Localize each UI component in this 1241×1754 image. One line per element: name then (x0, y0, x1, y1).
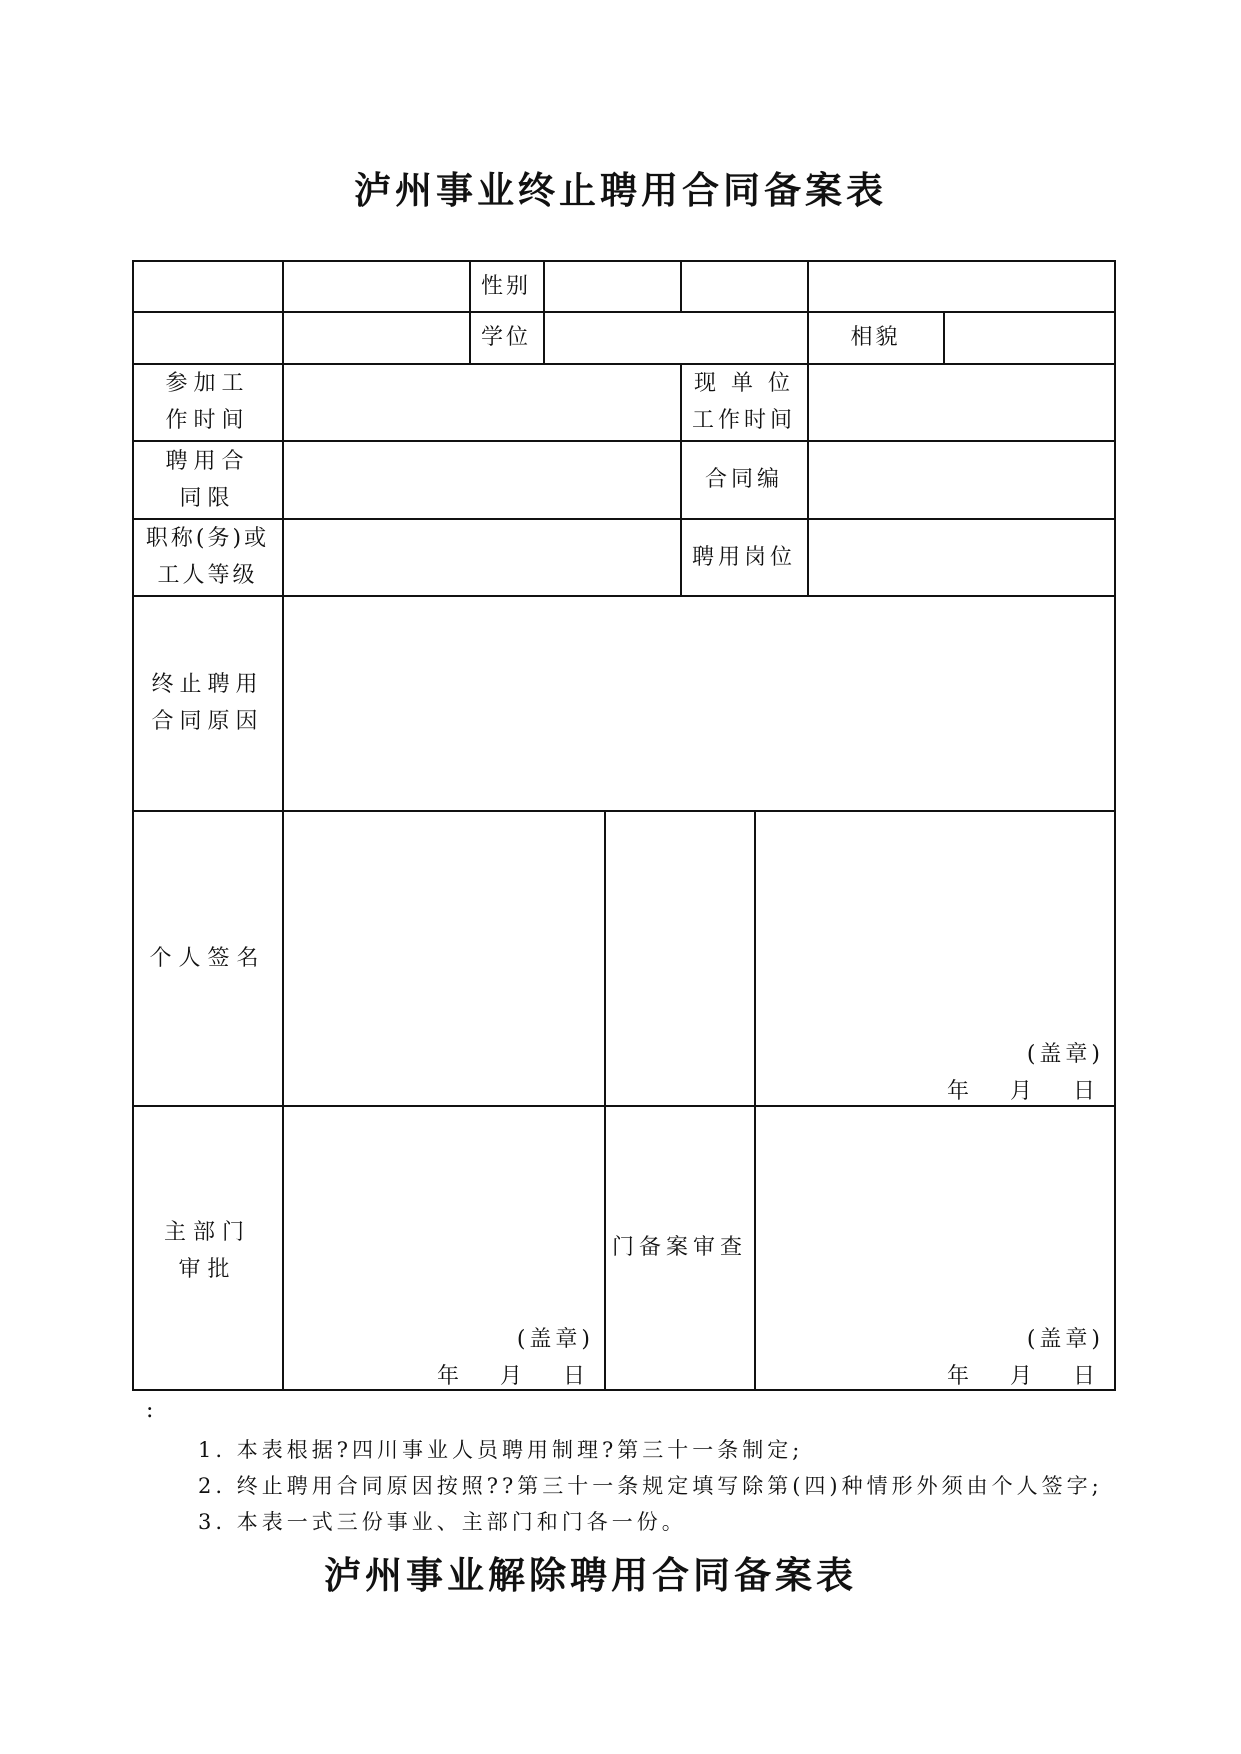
stamp-text: (盖章) (516, 1327, 594, 1352)
contract-term-label: 聘用合 同限 (165, 448, 250, 511)
table-line (680, 260, 682, 312)
date-text: 年 月 日 (437, 1364, 589, 1389)
table-line (543, 260, 545, 364)
degree-label: 学位 (480, 325, 531, 350)
form-title: 泸州事业终止聘用合同备案表 (354, 168, 887, 212)
dept-approval-label: 主部门 审批 (163, 1220, 251, 1282)
next-form-title: 泸州事业解除聘用合同备案表 (324, 1553, 857, 1597)
stamp-text: (盖章) (1026, 1327, 1104, 1352)
filing-review-label: 门备案审查 (611, 1235, 747, 1260)
date-text: 年 月 日 (947, 1364, 1099, 1389)
date-text: 年 月 日 (947, 1079, 1099, 1104)
gender-label: 性别 (480, 273, 531, 299)
table-line (943, 311, 945, 364)
note-item: 1. 本表根据?四川事业人员聘用制理?第三十一条制定; (198, 1438, 804, 1462)
table-line (754, 810, 756, 1391)
table-line (282, 260, 284, 1391)
appearance-label: 相貌 (850, 325, 901, 350)
note-item: 2. 终止聘用合同原因按照??第三十一条规定填写除第(四)种情形外须由个人签字; (198, 1474, 1103, 1498)
table-line (132, 311, 1116, 313)
termination-reason-label: 终止聘用 合同原因 (151, 672, 264, 734)
current-unit-label: 现 单 位 工作时间 (691, 371, 796, 433)
notes-colon: : (146, 1398, 154, 1423)
table-line (132, 260, 1116, 262)
table-line (807, 260, 809, 596)
contract-number-label: 合同编 (704, 467, 783, 492)
table-line (1114, 260, 1116, 1391)
stamp-text: (盖章) (1026, 1042, 1104, 1067)
personal-signature-label: 个人签名 (149, 945, 266, 971)
post-label: 聘用岗位 (691, 544, 796, 570)
work-start-label: 参加工 作时间 (165, 371, 250, 433)
note-item: 3. 本表一式三份事业、主部门和门各一份。 (198, 1510, 687, 1534)
title-grade-label: 职称(务)或 工人等级 (145, 526, 270, 588)
